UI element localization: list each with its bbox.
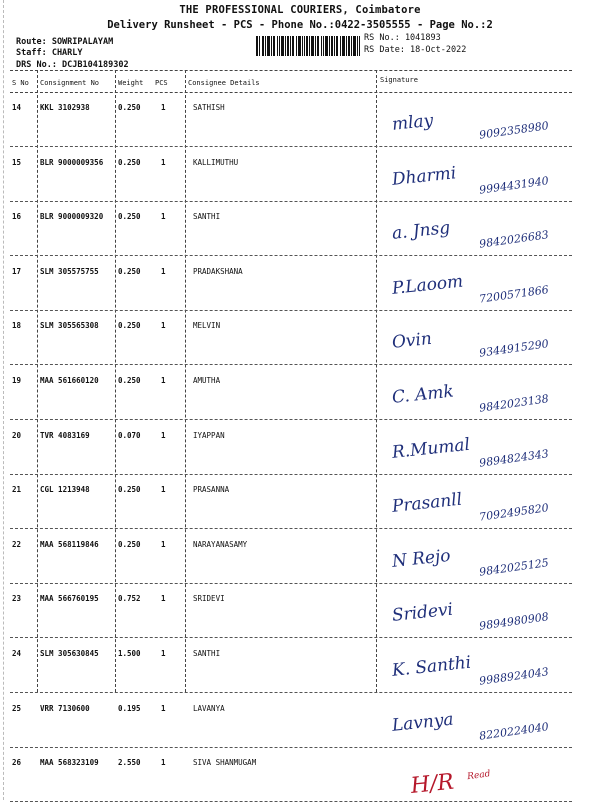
row-consignee: KALLIMUTHU	[193, 157, 239, 167]
row-pcs: 1	[161, 758, 166, 768]
row-consignment-no: SLM 305565308	[40, 321, 99, 331]
runsheet-subtitle: Delivery Runsheet - PCS - Phone No.:0422-3505555 - Page No.:2	[107, 19, 493, 31]
handwritten-signature	[0, 421, 600, 475]
signature-scrawl: Lavnya	[391, 709, 455, 736]
row-sno: 17	[12, 266, 22, 276]
table-row	[0, 366, 600, 420]
row-consignment-no: SLM 305575755	[40, 266, 99, 276]
row-weight: 0.250	[118, 266, 141, 276]
col-header-consignment: Consignment No	[40, 79, 100, 87]
row-consignee: IYAPPAN	[193, 430, 225, 440]
row-consignee: PRASANNA	[193, 485, 230, 495]
signature-scrawl: N Rejo	[391, 545, 452, 572]
row-sno: 22	[12, 539, 22, 549]
row-sno: 26	[12, 758, 22, 768]
row-weight: 0.250	[118, 103, 141, 112]
row-consignment-no: VRR 7130600	[40, 703, 90, 713]
row-sno: 24	[12, 649, 22, 658]
signature-scrawl: K. Santhi	[391, 652, 473, 681]
handwritten-signature	[0, 475, 600, 529]
row-weight: 0.250	[118, 376, 141, 385]
handwritten-signature	[0, 93, 600, 147]
signature-scrawl: C. Amk	[391, 381, 455, 408]
row-pcs: 1	[161, 703, 166, 713]
handwritten-phone-number: 9894824343	[478, 446, 550, 470]
row-consignment-no: MAA 568323109	[40, 758, 99, 768]
handwritten-signature	[0, 257, 600, 311]
row-weight: 0.250	[118, 485, 141, 495]
row-consignment-no: SLM 305630845	[40, 649, 99, 658]
table-row	[0, 639, 600, 693]
row-pcs: 1	[161, 594, 166, 604]
row-consignment-no: BLR 9000009320	[40, 212, 104, 222]
handwritten-signature	[0, 584, 600, 638]
handwritten-phone-number: 9894980908	[478, 610, 550, 634]
handwritten-signature	[0, 366, 600, 420]
row-weight: 0.070	[118, 430, 141, 440]
row-consignment-no: KKL 3102938	[40, 103, 90, 112]
row-sno: 20	[12, 430, 22, 440]
drs-number: DRS No.: DCJB104189302	[16, 60, 129, 70]
signature-scrawl: Dharmi	[391, 162, 458, 190]
row-sno: 16	[12, 212, 22, 222]
row-sno: 14	[12, 103, 22, 112]
table-row	[0, 202, 600, 256]
company-title: THE PROFESSIONAL COURIERS, Coimbatore	[179, 4, 421, 16]
row-pcs: 1	[161, 103, 166, 112]
handwritten-signature	[0, 748, 600, 802]
rs-date: RS Date: 18-Oct-2022	[364, 45, 467, 55]
row-pcs: 1	[161, 430, 166, 440]
row-consignment-no: TVR 4083169	[40, 430, 90, 440]
handwritten-phone-number: 9344915290	[478, 337, 550, 361]
handwritten-phone-number: 9842025125	[478, 555, 550, 579]
handwritten-signature	[0, 202, 600, 256]
row-pcs: 1	[161, 539, 166, 549]
row-consignee: SANTHI	[193, 649, 221, 658]
row-consignee: SRIDEVI	[193, 594, 225, 604]
table-row	[0, 530, 600, 584]
row-consignee: SIVA SHANMUGAM	[193, 758, 257, 768]
row-sno: 18	[12, 321, 22, 331]
handwritten-phone-number: Read	[466, 769, 492, 783]
handwritten-phone-number: 7200571866	[478, 282, 550, 306]
handwritten-signature	[0, 530, 600, 584]
row-pcs: 1	[161, 376, 166, 385]
signature-scrawl: mlay	[391, 110, 435, 135]
handwritten-phone-number: 9994431940	[478, 173, 550, 197]
col-header-consignee: Consignee Details	[188, 79, 260, 87]
row-pcs: 1	[161, 157, 166, 167]
staff-label: Staff: CHARLY	[16, 48, 83, 58]
table-row	[0, 257, 600, 311]
table-row	[0, 421, 600, 475]
handwritten-signature	[0, 311, 600, 365]
handwritten-phone-number: 7092495820	[478, 501, 550, 524]
table-row	[0, 93, 600, 147]
row-pcs: 1	[161, 212, 166, 222]
signature-scrawl: Sridevi	[391, 599, 454, 627]
row-weight: 0.250	[118, 212, 141, 222]
row-weight: 2.550	[118, 758, 141, 768]
table-row	[0, 475, 600, 529]
handwritten-signature	[0, 639, 600, 693]
table-top-rule	[10, 70, 572, 71]
row-weight: 0.195	[118, 703, 141, 713]
col-header-sno: S No	[12, 79, 29, 87]
handwritten-phone-number: 9988924043	[478, 665, 550, 688]
row-consignment-no: CGL 1213948	[40, 485, 90, 495]
row-consignment-no: BLR 9000009356	[40, 157, 104, 167]
row-weight: 0.250	[118, 321, 141, 331]
handwritten-phone-number: 8220224040	[478, 719, 550, 743]
row-consignment-no: MAA 561660120	[40, 376, 99, 385]
table-row	[0, 311, 600, 365]
barcode-image	[256, 36, 360, 56]
handwritten-phone-number: 9092358980	[478, 119, 550, 142]
row-weight: 0.250	[118, 157, 141, 167]
signature-scrawl: H/R	[409, 769, 456, 800]
row-weight: 1.500	[118, 649, 141, 658]
col-header-signature: Signature	[380, 76, 418, 84]
table-row	[0, 584, 600, 638]
row-sno: 25	[12, 703, 22, 713]
table-row	[0, 148, 600, 202]
row-consignee: SATHISH	[193, 103, 225, 112]
row-sno: 23	[12, 594, 22, 604]
rs-number: RS No.: 1041893	[364, 33, 441, 43]
row-sno: 21	[12, 485, 22, 495]
row-sno: 19	[12, 376, 22, 385]
table-row	[0, 694, 600, 748]
row-consignee: LAVANYA	[193, 703, 225, 713]
row-sno: 15	[12, 157, 22, 167]
col-header-weight: Weight	[118, 79, 144, 87]
row-consignee: MELVIN	[193, 321, 221, 331]
row-weight: 0.250	[118, 539, 141, 549]
row-pcs: 1	[161, 485, 166, 495]
route-label: Route: SOWRIPALAYAM	[16, 37, 114, 47]
signature-scrawl: R.Mumal	[391, 434, 471, 463]
signature-scrawl: a. Jnsg	[391, 218, 452, 245]
handwritten-signature	[0, 694, 600, 748]
row-consignment-no: MAA 568119846	[40, 539, 99, 549]
row-consignee: SANTHI	[193, 212, 221, 222]
row-consignment-no: MAA 566760195	[40, 594, 99, 604]
table-row	[0, 748, 600, 802]
handwritten-signature	[0, 148, 600, 202]
col-header-pcs: PCS	[155, 79, 168, 87]
signature-scrawl: Ovin	[391, 329, 433, 354]
row-consignee: NARAYANASAMY	[193, 539, 248, 549]
handwritten-phone-number: 9842026683	[478, 228, 550, 251]
row-weight: 0.752	[118, 594, 141, 604]
signature-scrawl: Prasanll	[391, 489, 464, 518]
row-pcs: 1	[161, 649, 166, 658]
row-consignee: PRADAKSHANA	[193, 266, 243, 276]
handwritten-phone-number: 9842023138	[478, 392, 550, 415]
row-pcs: 1	[161, 266, 166, 276]
row-consignee: AMUTHA	[193, 376, 221, 385]
signature-scrawl: P.Laoom	[391, 271, 465, 299]
row-pcs: 1	[161, 321, 166, 331]
